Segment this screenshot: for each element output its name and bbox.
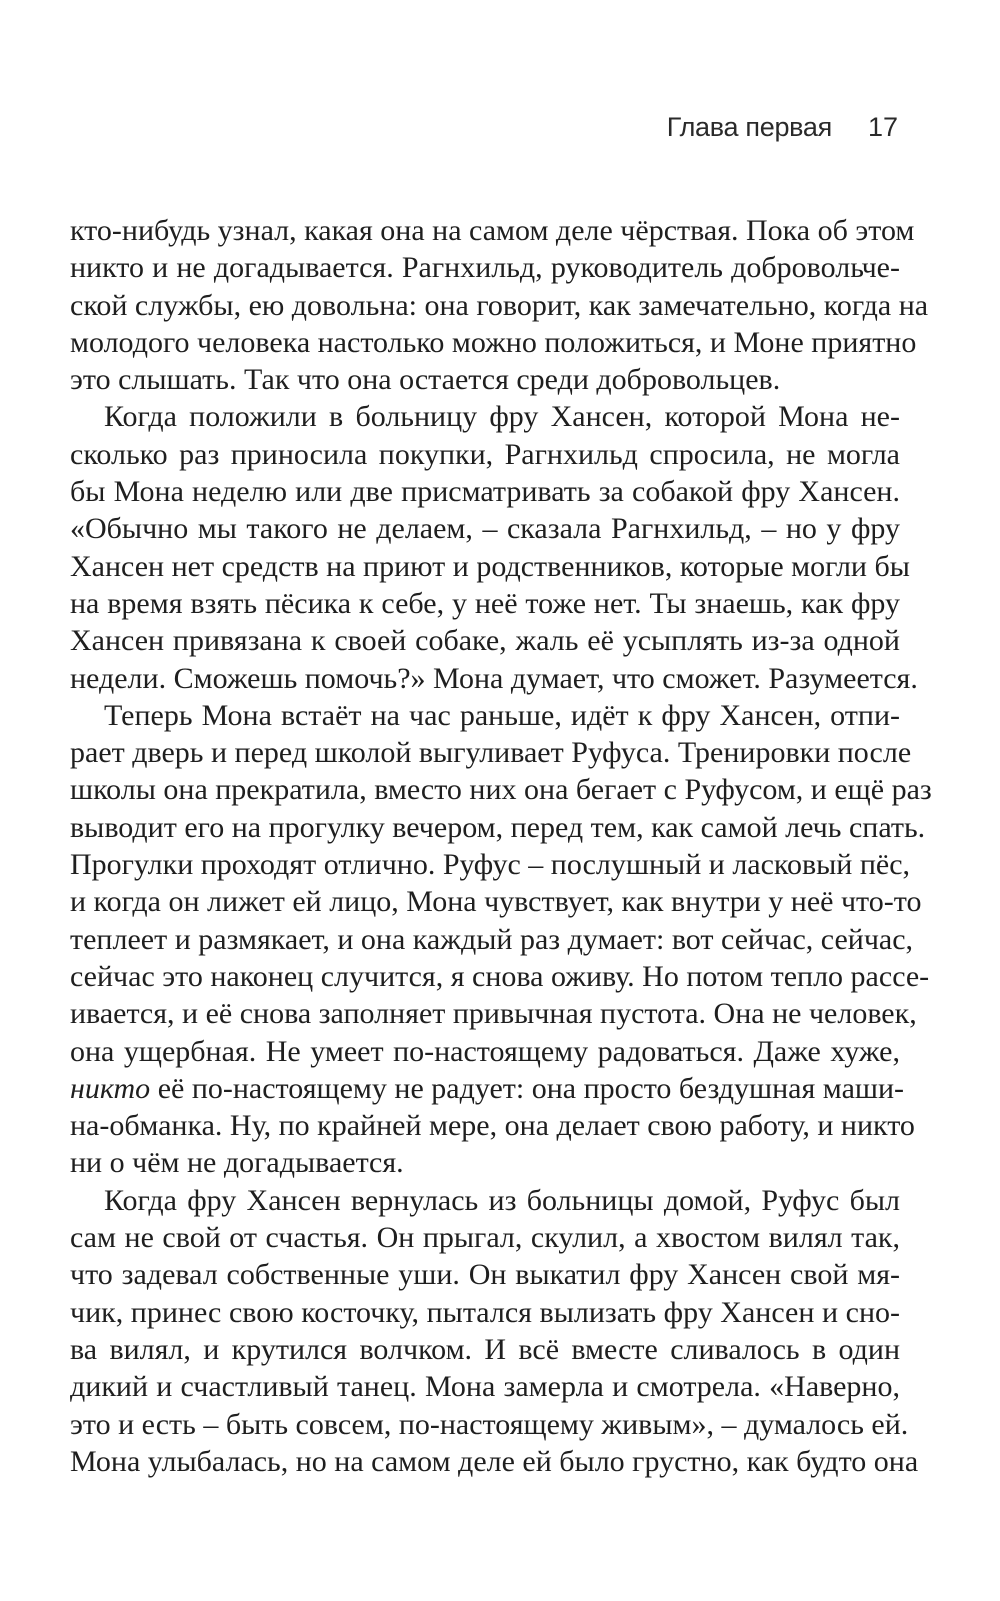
- text-line: что задевал собственные уши. Он выкатил фру Хансен свой мя-: [70, 1258, 900, 1292]
- text-line: молодого человека настолько можно положиться, и Моне приятно: [70, 325, 917, 359]
- text-line: недели. Сможешь помочь?» Мона думает, что сможет. Разумеется.: [70, 661, 918, 695]
- running-header: [667, 112, 898, 143]
- text-line: Когда положили в больницу фру Хансен, которой Мона не-: [104, 400, 900, 434]
- text-line: сейчас это наконец случится, я снова оживу. Но потом тепло рассе-: [70, 959, 930, 993]
- text-line: чик, принес свою косточку, пытался вылизать фру Хансен и сно-: [70, 1295, 900, 1329]
- text-line: Хансен привязана к своей собаке, жаль её усыплять из-за одной: [70, 624, 900, 658]
- text-line: никто и не догадывается. Рагнхильд, руководитель добровольче-: [70, 251, 900, 285]
- text-line: школы она прекратила, вместо них она бегает с Руфусом, и ещё раз: [70, 773, 932, 807]
- chapter-title: Глава первая: [666, 112, 832, 142]
- text-line: Хансен нет средств на приют и родственников, которые могли бы: [70, 549, 910, 583]
- text-line: на время взять пёсика к себе, у неё тоже нет. Ты знаешь, как фру: [70, 586, 900, 620]
- text-line: и когда он лижет ей лицо, Мона чувствует, как внутри у неё что-то: [70, 885, 922, 919]
- text-line: дикий и счастливый танец. Мона замерла и смотрела. «Наверно,: [70, 1370, 900, 1404]
- text-line: рает дверь и перед школой выгуливает Руфуса. Тренировки после: [70, 736, 912, 770]
- text-line: выводит его на прогулку вечером, перед тем, как самой лечь спать.: [70, 810, 926, 844]
- text-line: никто её по-настоящему не радует: она просто бездушная маши-: [70, 1071, 905, 1105]
- text-line: ивается, и её снова заполняет привычная пустота. Она не человек,: [70, 997, 917, 1031]
- text-line: на-обманка. Ну, по крайней мере, она делает свою работу, и никто: [70, 1109, 915, 1143]
- text-line: ни о чём не догадывается.: [70, 1146, 404, 1180]
- page-number: 17: [867, 112, 898, 142]
- text-line: «Обычно мы такого не делаем, – сказала Рагнхильд, – но у фру: [70, 512, 900, 546]
- text-line: сколько раз приносила покупки, Рагнхильд спросила, не могла: [70, 437, 900, 471]
- text-line: ской службы, ею довольна: она говорит, как замечательно, когда на: [70, 288, 929, 322]
- body-text: [70, 212, 932, 1480]
- text-line: Мона улыбалась, но на самом деле ей было грустно, как будто она: [70, 1444, 919, 1478]
- text-line: ва вилял, и крутился волчком. И всё вместе сливалось в один: [70, 1332, 900, 1366]
- italic-emphasis: никто: [70, 1071, 151, 1105]
- text-line: она ущербная. Не умеет по-настоящему радоваться. Даже хуже,: [70, 1034, 900, 1068]
- text-line: это и есть – быть совсем, по-настоящему живым», – думалось ей.: [70, 1407, 909, 1441]
- text-line: сам не свой от счастья. Он прыгал, скулил, а хвостом вилял так,: [70, 1221, 900, 1255]
- text-line: теплеет и размякает, и она каждый раз думает: вот сейчас, сейчас,: [70, 922, 914, 956]
- text-line: кто-нибудь узнал, какая она на самом деле чёрствая. Пока об этом: [70, 214, 915, 247]
- text-line: Прогулки проходят отлично. Руфус – послушный и ласковый пёс,: [70, 848, 911, 882]
- text-line: бы Мона неделю или две присматривать за собакой фру Хансен.: [70, 475, 900, 509]
- text-line: Теперь Мона встаёт на час раньше, идёт к фру Хансен, отпи-: [104, 698, 900, 732]
- text-line: Когда фру Хансен вернулась из больницы домой, Руфус был: [104, 1183, 900, 1217]
- text-line: это слышать. Так что она остается среди добровольцев.: [70, 363, 781, 397]
